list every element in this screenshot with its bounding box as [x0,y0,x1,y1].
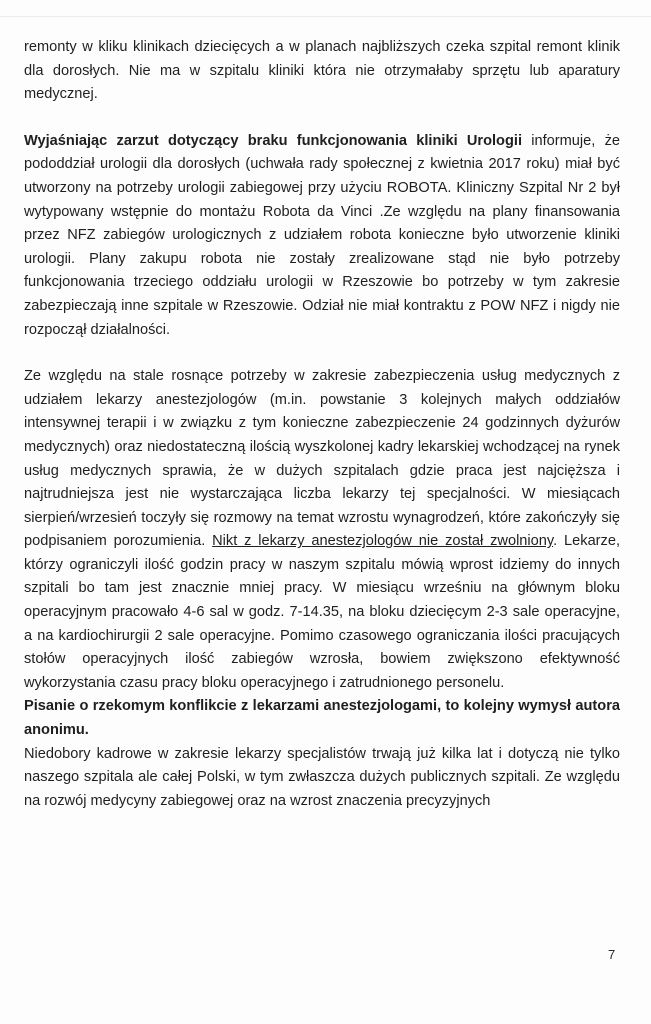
anesthesiology-text-start: Ze względu na stale rosnące potrzeby w zakresie zabezpieczenia usług medycznych z udziałem lekarzy anestezjologów (m.in. powstanie 3 kolejnych małych oddziałów intensywnej terapii i w związku z tym konieczne zabezpieczenie 24 godzinnych dyżurów medycznych) oraz niedostateczną ilością wyszkolonej kadry lekarskiej wchodzącej na rynek usług medycznych sprawia, że w dużych szpitalach gdzie praca jest najcięższa i najtrudniejsza jest nie wystarczająca liczba lekarzy tej specjalności. W miesiącach sierpień/wrzesień toczyły się rozmowy na temat wzrostu wynagrodzeń, które zakończyły się podpisaniem porozumienia. [24,368,620,550]
anesthesiology-underlined-statement: Nikt z lekarzy anestezjologów nie został zwolniony [212,533,554,550]
top-divider [0,16,651,17]
page-number: 7 [608,947,616,962]
urology-heading: Wyjaśniając zarzut dotyczący braku funkcjonowania kliniki Urologii [24,132,522,149]
document-body [24,36,620,813]
paragraph-urology [24,130,620,342]
paragraph-anesthesiology [24,365,620,695]
paragraph-clinics: remonty w kliku klinikach dziecięcych a w planach najbliższych czeka szpital remont klinik dla dorosłych. Nie ma w szpitalu kliniki która nie otrzymałaby sprzętu lub aparatury medycznej. [24,39,620,103]
paragraph-staff-shortages: Niedobory kadrowe w zakresie lekarzy specjalistów trwają już kilka lat i dotyczą nie tylko naszego szpitala ale całej Polski, w tym zwłaszcza dużych publicznych szpitali. Ze względu na rozwój medycyny zabiegowej oraz na wzrost znaczenia precyzyjnych [24,745,620,809]
conflict-heading: Pisanie o rzekomym konflikcie z lekarzami anestezjologami, to kolejny wymysł autora anonimu. [24,698,620,739]
anesthesiology-text-end: . Lekarze, którzy ograniczyli ilość godzin pracy w naszym szpitalu mówią wprost idziemy do innych szpitali bo tam jest znacznie mniej pracy. W miesiącu wrześniu na głównym bloku operacyjnym pracowało 4-6 sal w godz. 7-14.35, na bloku dziecięcym 2-3 sale operacyjne, a na kardiochirurgii 2 sale operacyjne. Pomimo czasowego ograniczania ilości pracujących stołów operacyjnych ilość zabiegów wzrosła, bowiem zwiększono efektywność wykorzystania czasu pracy bloku operacyjnego i zatrudnionego personelu. [24,533,621,691]
urology-text: informuje, że pododdział urologii dla dorosłych (uchwała rady społecznej z kwietnia 2017 roku) miał być utworzony na potrzeby urologii zabiegowej przy użyciu ROBOTA. Kliniczny Szpital Nr 2 był wytypowany wstępnie do montażu Robota da Vinci .Ze względu na plany finansowania przez NFZ zabiegów urologicznych z udziałem robota konieczne było utworzenie kliniki urologii. Plany zakupu robota nie zostały zrealizowane stąd nie było potrzeby funkcjonowania trzeciego oddziału urologii w Rzeszowie bo potrzeby w tym zakresie zabezpieczają inne szpitale w Rzeszowie. Odział nie miał kontraktu z POW NFZ i nigdy nie rozpoczął działalności. [24,132,620,338]
